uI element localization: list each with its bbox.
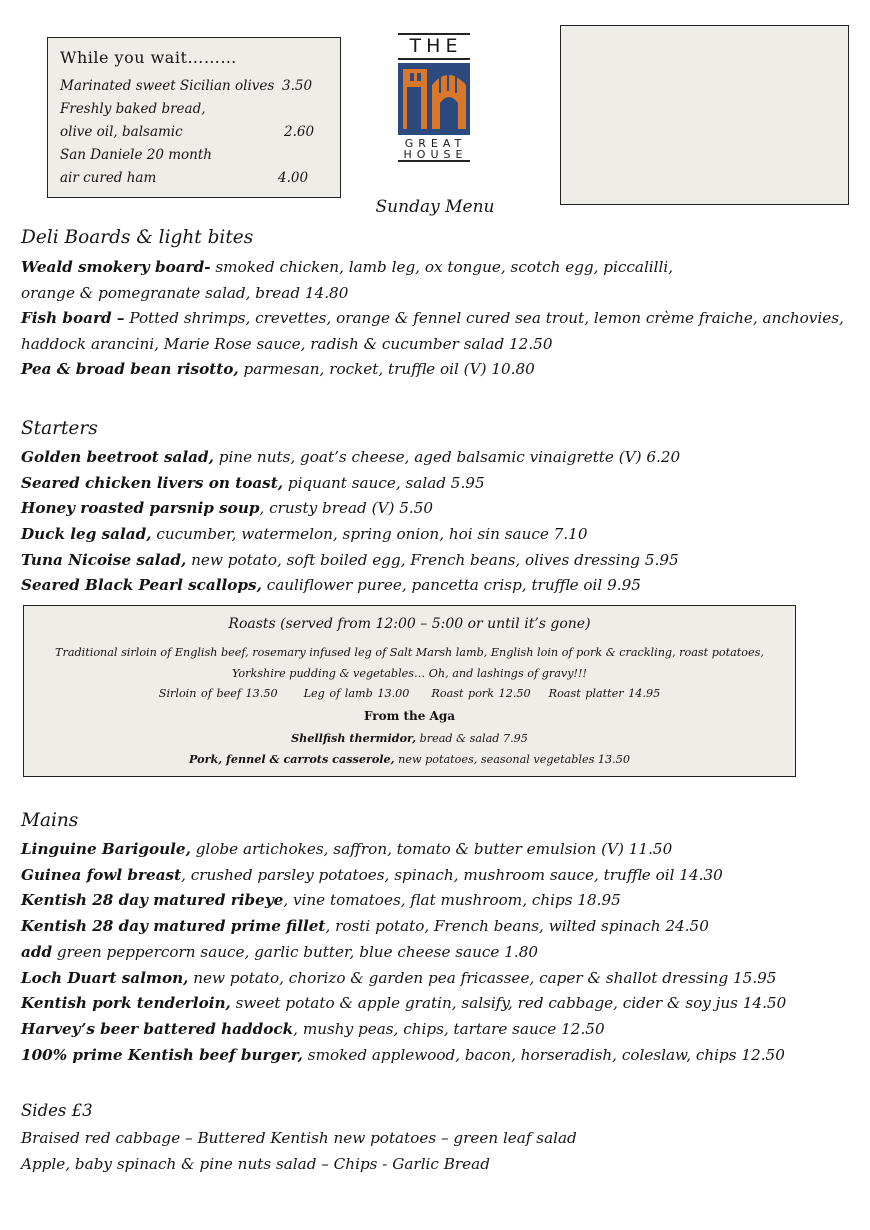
menu-item <box>21 994 786 1012</box>
menu-item <box>21 917 709 935</box>
wait-item-label: San Daniele 20 month <box>60 147 212 163</box>
item-desc: new potato, chorizo & garden pea fricassee, caper & shallot dressing 15.95 <box>188 969 777 987</box>
wait-item-price: 2.60 <box>284 124 315 140</box>
roasts-description-line: Traditional sirloin of English beef, rosemary infused leg of Salt Marsh lamb, English loin of pork & crackling, roast potatoes, <box>55 646 764 659</box>
item-desc: pine nuts, goat’s cheese, aged balsamic vinaigrette (V) 6.20 <box>213 448 681 466</box>
menu-item <box>21 551 679 569</box>
menu-item <box>21 474 485 492</box>
roasts-description-line: Yorkshire pudding & vegetables… Oh, and lashings of gravy!!! <box>231 667 588 680</box>
wait-item-olives <box>60 75 328 98</box>
item-desc: orange & pomegranate salad, bread 14.80 <box>21 284 349 302</box>
item-name: Duck leg salad, <box>21 525 152 543</box>
aga-title: From the Aga <box>363 709 456 723</box>
item-desc: parmesan, rocket, truffle oil (V) 10.80 <box>238 360 535 378</box>
menu-item <box>21 360 535 378</box>
item-name: Tuna Nicoise salad, <box>21 551 187 569</box>
wait-item-label: air cured ham <box>60 170 157 186</box>
item-name: Pea & broad bean risotto, <box>21 360 239 378</box>
menu-item <box>21 284 348 302</box>
item-desc: sweet potato & apple gratin, salsify, red cabbage, cider & soy jus 14.50 <box>230 994 787 1012</box>
item-desc: new potato, soft boiled egg, French beans, olives dressing 5.95 <box>186 551 679 569</box>
menu-item <box>21 258 673 276</box>
roast-price: Roast platter 14.95 <box>548 687 661 700</box>
menu-item <box>21 891 621 909</box>
item-name: 100% prime Kentish beef burger, <box>21 1046 303 1064</box>
menu-item <box>21 576 641 594</box>
roast-price: Sirloin of beef 13.50 <box>158 687 278 700</box>
menu-item <box>21 943 538 961</box>
aga-item <box>24 731 795 745</box>
item-desc: Potted shrimps, crevettes, orange & fennel cured sea trout, lemon crème fraiche, anchovies, <box>124 309 844 327</box>
item-name: Linguine Barigoule, <box>21 840 191 858</box>
great-house-logo <box>398 33 470 161</box>
section-heading-deli: Deli Boards & light bites <box>21 227 254 248</box>
wait-item-price: 4.00 <box>278 170 309 186</box>
item-name: Pork, fennel & carrots casserole, <box>189 752 395 766</box>
item-desc: smoked chicken, lamb leg, ox tongue, scotch egg, piccalilli, <box>210 258 674 276</box>
item-desc: , crushed parsley potatoes, spinach, mushroom sauce, truffle oil 14.30 <box>181 866 723 884</box>
item-desc: cucumber, watermelon, spring onion, hoi sin sauce 7.10 <box>151 525 588 543</box>
item-desc: green peppercorn sauce, garlic butter, blue cheese sauce 1.80 <box>52 943 539 961</box>
item-name: Harvey’s beer battered haddock <box>21 1020 294 1038</box>
item-name: Shellfish thermidor, <box>291 731 417 745</box>
roasts-prices <box>24 687 795 700</box>
sides-line: Apple, baby spinach & pine nuts salad – Chips - Garlic Bread <box>21 1155 490 1173</box>
logo-word-great: GREAT <box>404 137 467 150</box>
item-desc: new potatoes, seasonal vegetables 13.50 <box>394 753 630 766</box>
roasts-title: Roasts (served from 12:00 – 5:00 or until it’s gone) <box>228 616 591 632</box>
item-desc: bread & salad 7.95 <box>416 732 528 745</box>
item-desc: globe artichokes, saffron, tomato & butter emulsion (V) 11.50 <box>190 840 673 858</box>
wait-item-label: olive oil, balsamic <box>60 124 183 140</box>
item-name: Fish board – <box>21 309 125 327</box>
menu-item <box>21 1046 785 1064</box>
roast-price: Leg of lamb 13.00 <box>303 687 410 700</box>
building-arch-icon <box>398 63 470 135</box>
wait-item-ham-cont <box>60 167 328 190</box>
menu-item <box>21 866 723 884</box>
wait-item-bread-cont <box>60 121 328 144</box>
item-desc: , crusty bread (V) 5.50 <box>259 499 434 517</box>
section-heading-starters: Starters <box>21 418 98 439</box>
image-placeholder <box>560 25 849 205</box>
wait-item-bread <box>60 98 328 121</box>
menu-item <box>21 840 672 858</box>
item-desc: smoked applewood, bacon, horseradish, coleslaw, chips 12.50 <box>302 1046 785 1064</box>
item-name: Kentish 28 day matured prime fillet <box>21 917 326 935</box>
aga-item <box>24 752 795 766</box>
wait-item-label: Freshly baked bread, <box>60 101 206 117</box>
roasts-box <box>23 605 796 777</box>
item-name: Golden beetroot salad, <box>21 448 214 466</box>
item-name: Seared chicken livers on toast, <box>21 474 284 492</box>
section-heading-mains: Mains <box>21 810 79 831</box>
roast-price: Roast pork 12.50 <box>431 687 531 700</box>
menu-item <box>21 335 552 353</box>
item-name: Seared Black Pearl scallops, <box>21 576 262 594</box>
item-desc: , rosti potato, French beans, wilted spinach 24.50 <box>325 917 709 935</box>
menu-title: Sunday Menu <box>375 197 495 217</box>
menu-item <box>21 309 844 327</box>
wait-item-price: 3.50 <box>282 78 313 94</box>
sides-line: Braised red cabbage – Buttered Kentish new potatoes – green leaf salad <box>21 1129 577 1147</box>
menu-item <box>21 525 588 543</box>
item-desc: piquant sauce, salad 5.95 <box>283 474 485 492</box>
item-desc: , mushy peas, chips, tartare sauce 12.50 <box>293 1020 605 1038</box>
menu-item <box>21 499 433 517</box>
item-name: Kentish pork tenderloin, <box>21 994 231 1012</box>
item-desc: cauliflower puree, pancetta crisp, truffle oil 9.95 <box>261 576 641 594</box>
wait-item-label: Marinated sweet Sicilian olives <box>60 78 275 94</box>
item-name: Honey roasted parsnip soup <box>21 499 260 517</box>
menu-item <box>21 969 776 987</box>
item-name: Guinea fowl breast <box>21 866 182 884</box>
item-name: Kentish 28 day matured ribeye <box>21 891 284 909</box>
logo-word-house: HOUSE <box>403 148 468 161</box>
item-name: Weald smokery board- <box>21 258 211 276</box>
section-heading-sides: Sides £3 <box>21 1101 93 1120</box>
item-desc: haddock arancini, Marie Rose sauce, radish & cucumber salad 12.50 <box>21 335 553 353</box>
logo-word-the: THE <box>409 35 463 57</box>
wait-item-ham <box>60 144 328 167</box>
item-name: add <box>21 943 53 961</box>
item-desc: , vine tomatoes, flat mushroom, chips 18.95 <box>283 891 621 909</box>
while-you-wait-title: While you wait……… <box>60 48 237 67</box>
menu-item <box>21 1020 605 1038</box>
menu-item <box>21 448 680 466</box>
while-you-wait-box <box>47 37 341 198</box>
item-name: Loch Duart salmon, <box>21 969 189 987</box>
